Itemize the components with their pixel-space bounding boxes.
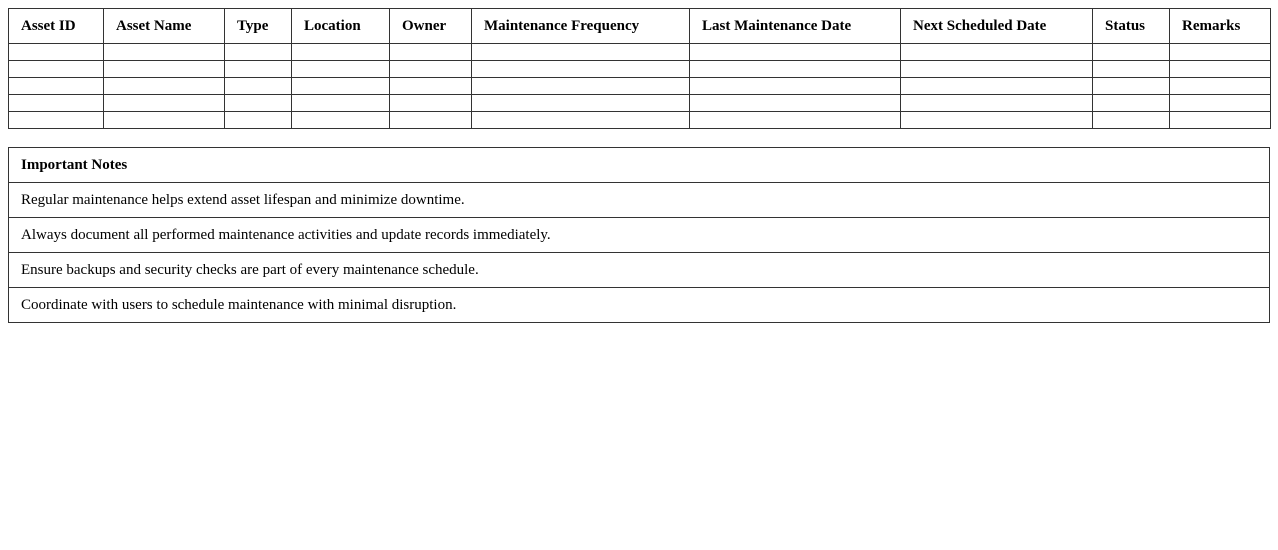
table-row: [9, 78, 1271, 95]
column-header: Location: [292, 9, 390, 44]
table-cell[interactable]: [292, 112, 390, 129]
table-cell[interactable]: [390, 112, 472, 129]
table-cell[interactable]: [690, 61, 901, 78]
table-cell[interactable]: [1093, 44, 1170, 61]
table-cell[interactable]: [472, 112, 690, 129]
table-cell[interactable]: [292, 78, 390, 95]
table-row: [9, 95, 1271, 112]
table-cell[interactable]: [901, 44, 1093, 61]
table-cell[interactable]: [9, 44, 104, 61]
column-header: Asset Name: [104, 9, 225, 44]
table-cell[interactable]: [1170, 78, 1271, 95]
note-text: Always document all performed maintenance activities and update records immediately.: [9, 218, 1270, 253]
table-row: [9, 44, 1271, 61]
note-row: [9, 218, 1270, 253]
column-header: Remarks: [1170, 9, 1271, 44]
table-cell[interactable]: [9, 95, 104, 112]
table-cell[interactable]: [1170, 95, 1271, 112]
table-cell[interactable]: [225, 61, 292, 78]
table-cell[interactable]: [1170, 112, 1271, 129]
table-cell[interactable]: [292, 95, 390, 112]
table-cell[interactable]: [1170, 44, 1271, 61]
table-cell[interactable]: [690, 44, 901, 61]
table-cell[interactable]: [901, 78, 1093, 95]
note-row: [9, 253, 1270, 288]
column-header: Owner: [390, 9, 472, 44]
note-text: Regular maintenance helps extend asset lifespan and minimize downtime.: [9, 183, 1270, 218]
table-cell[interactable]: [472, 95, 690, 112]
table-cell[interactable]: [390, 78, 472, 95]
column-header: Status: [1093, 9, 1170, 44]
table-row: [9, 61, 1271, 78]
table-cell[interactable]: [225, 95, 292, 112]
column-header: Type: [225, 9, 292, 44]
table-cell[interactable]: [1093, 95, 1170, 112]
table-cell[interactable]: [292, 44, 390, 61]
table-cell[interactable]: [292, 61, 390, 78]
table-cell[interactable]: [390, 95, 472, 112]
notes-title: Important Notes: [9, 148, 1270, 183]
table-cell[interactable]: [390, 61, 472, 78]
note-row: [9, 183, 1270, 218]
table-cell[interactable]: [472, 78, 690, 95]
table-cell[interactable]: [1093, 112, 1170, 129]
important-notes-table: [8, 147, 1270, 323]
table-cell[interactable]: [9, 112, 104, 129]
table-cell[interactable]: [472, 61, 690, 78]
table-cell[interactable]: [104, 44, 225, 61]
table-cell[interactable]: [225, 78, 292, 95]
table-cell[interactable]: [104, 95, 225, 112]
asset-maintenance-table: [8, 8, 1271, 129]
table-row: [9, 112, 1271, 129]
table-cell[interactable]: [690, 95, 901, 112]
table-cell[interactable]: [690, 78, 901, 95]
table-cell[interactable]: [9, 78, 104, 95]
table-cell[interactable]: [1093, 78, 1170, 95]
column-header: Asset ID: [9, 9, 104, 44]
table-cell[interactable]: [390, 44, 472, 61]
table-cell[interactable]: [1170, 61, 1271, 78]
table-cell[interactable]: [472, 44, 690, 61]
table-cell[interactable]: [901, 112, 1093, 129]
column-header: Maintenance Frequency: [472, 9, 690, 44]
table-cell[interactable]: [225, 44, 292, 61]
table-cell[interactable]: [901, 61, 1093, 78]
table-cell[interactable]: [104, 61, 225, 78]
table-cell[interactable]: [104, 78, 225, 95]
notes-header-row: [9, 148, 1270, 183]
table-cell[interactable]: [225, 112, 292, 129]
note-text: Ensure backups and security checks are part of every maintenance schedule.: [9, 253, 1270, 288]
table-header-row: [9, 9, 1271, 44]
note-row: [9, 288, 1270, 323]
table-cell[interactable]: [1093, 61, 1170, 78]
column-header: Next Scheduled Date: [901, 9, 1093, 44]
table-cell[interactable]: [690, 112, 901, 129]
column-header: Last Maintenance Date: [690, 9, 901, 44]
table-cell[interactable]: [9, 61, 104, 78]
table-cell[interactable]: [104, 112, 225, 129]
table-cell[interactable]: [901, 95, 1093, 112]
note-text: Coordinate with users to schedule maintenance with minimal disruption.: [9, 288, 1270, 323]
